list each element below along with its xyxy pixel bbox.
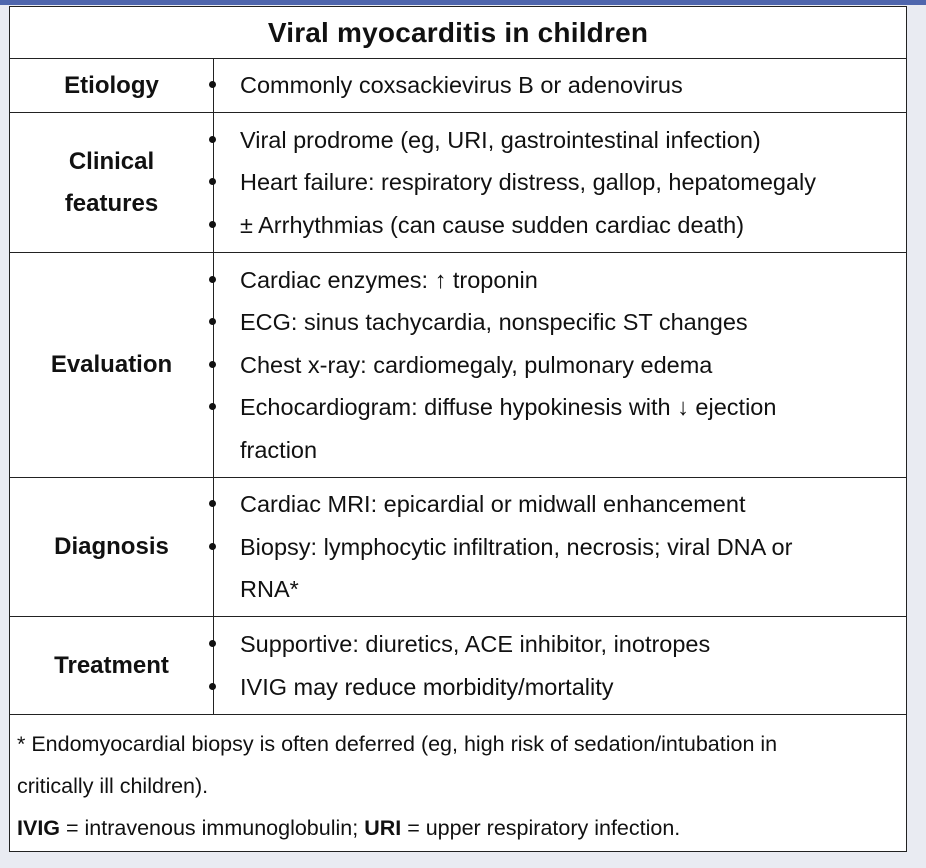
row-etiology	[10, 59, 906, 113]
list-item: Commonly coxsackievirus B or adenovirus	[240, 64, 896, 107]
bullet-icon	[209, 318, 216, 325]
bullet-icon	[209, 403, 216, 410]
abbreviations: IVIG = intravenous immunoglobulin; URI = upper respiratory infection.	[17, 816, 681, 840]
row-diagnosis	[10, 478, 906, 617]
bullet-icon	[209, 276, 216, 283]
row-label-treatment: Treatment	[10, 617, 214, 714]
bullet-icon	[209, 361, 216, 368]
table-title: Viral myocarditis in children	[10, 7, 906, 59]
summary-table	[9, 6, 907, 852]
list-item: ECG: sinus tachycardia, nonspecific ST changes	[240, 301, 896, 344]
list-item: Chest x-ray: cardiomegaly, pulmonary edema	[240, 344, 896, 387]
footnote-line: critically ill children).	[17, 774, 209, 798]
list-item: Viral prodrome (eg, URI, gastrointestinal infection)	[240, 119, 896, 162]
bullet-icon	[209, 500, 216, 507]
row-evaluation	[10, 253, 906, 478]
bullet-icon	[209, 640, 216, 647]
row-body-treatment	[214, 617, 906, 714]
bullet-icon	[209, 683, 216, 690]
list-item: ± Arrhythmias (can cause sudden cardiac death)	[240, 204, 896, 247]
row-label-evaluation: Evaluation	[10, 253, 214, 477]
list-item: Echocardiogram: diffuse hypokinesis with ↓ ejection fraction	[240, 386, 896, 471]
top-bar	[0, 0, 926, 5]
bullet-icon	[209, 543, 216, 550]
row-label-etiology: Etiology	[10, 59, 214, 112]
list-item: Supportive: diuretics, ACE inhibitor, inotropes	[240, 623, 896, 666]
list-item: IVIG may reduce morbidity/mortality	[240, 666, 896, 709]
list-item: Biopsy: lymphocytic infiltration, necrosis; viral DNA or RNA*	[240, 526, 896, 611]
row-label-clinical-features: Clinical features	[10, 113, 214, 252]
bullet-icon	[209, 178, 216, 185]
row-treatment	[10, 617, 906, 715]
bullet-icon	[209, 221, 216, 228]
row-body-clinical-features	[214, 113, 906, 252]
footnotes	[10, 715, 906, 849]
bullet-icon	[209, 81, 216, 88]
list-item: Cardiac enzymes: ↑ troponin	[240, 259, 896, 302]
list-item: Cardiac MRI: epicardial or midwall enhancement	[240, 483, 896, 526]
list-item: Heart failure: respiratory distress, gallop, hepatomegaly	[240, 161, 896, 204]
row-clinical-features	[10, 113, 906, 253]
row-body-diagnosis	[214, 478, 906, 616]
footnote-line: * Endomyocardial biopsy is often deferred (eg, high risk of sedation/intubation in	[17, 732, 778, 756]
bullet-icon	[209, 136, 216, 143]
row-body-etiology	[214, 59, 906, 112]
row-label-diagnosis: Diagnosis	[10, 478, 214, 616]
row-body-evaluation	[214, 253, 906, 477]
